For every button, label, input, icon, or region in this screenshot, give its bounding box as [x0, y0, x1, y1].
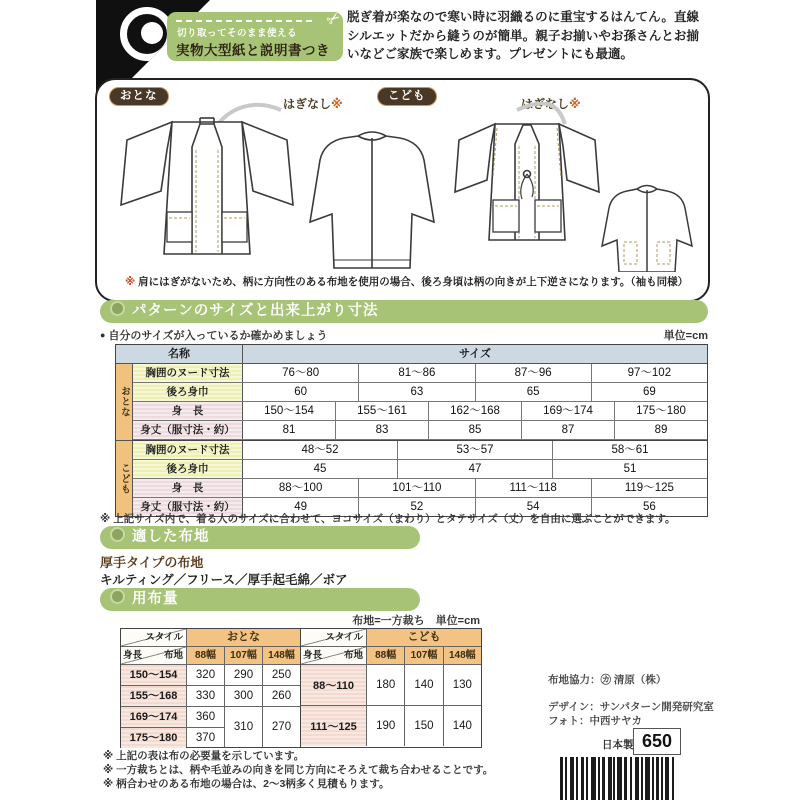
table-row: 後ろ身巾 60 63 65 69 — [133, 383, 707, 402]
size-note: ※ 上記サイズ内で、着る人のサイズに合わせて、ヨコサイズ（まわり）とタテサイズ（丈）を自由に選ぶことができます。 — [100, 513, 676, 525]
section-bullet-icon — [110, 589, 125, 604]
section-bullet-icon — [110, 301, 125, 316]
yardage-adult: スタイル おとな 身長 布地 88幅 107幅 148幅 150〜154 320 290 250 155〜168 330 300 260 169〜174 175〜180 360 370 310 270 — [121, 629, 301, 747]
col-size-header: サイズ — [458, 348, 492, 360]
section-header-fabrics: 適した布地 — [100, 526, 420, 549]
table-row: 身丈（服寸法・約） 81 83 85 87 89 — [133, 421, 707, 440]
badge-main-label: 実物大型紙と説明書つき — [176, 43, 330, 58]
child-front-jacket — [455, 124, 599, 240]
table-row-merged: 88〜110 180 140 130 — [301, 665, 481, 706]
adult-label-pill: おとな — [109, 87, 169, 106]
size-hint: 自分のサイズが入っているか確かめましょう — [108, 330, 328, 342]
haginashi-mark: ※ — [331, 97, 343, 111]
corner-cell: 身長 布地 — [301, 647, 367, 664]
corner-cell: スタイル — [121, 629, 187, 646]
item-number-box: 650 — [633, 728, 681, 755]
illustration-note: ※ 肩にはぎがないため、柄に方向性のある布地を使用の場合、後ろ身頃は柄の向きが上下逆さになります。（袖も同様） — [125, 276, 689, 288]
section-header-yardage: 用布量 — [100, 588, 420, 611]
jacket-drawings — [97, 102, 703, 272]
group-header: こども — [367, 629, 481, 646]
child-band: こども — [116, 441, 133, 517]
intro-text: 脱ぎ着が楽なので寒い時に羽織るのに重宝するはんてん。直線シルエットだから縫うのが簡単。親子お揃いやお孫さんとお揃いなどご家族で楽しめます。プレゼントにも最適。 — [347, 10, 699, 61]
child-back-jacket — [602, 186, 692, 273]
design-credit: デザイン：サンパターン開発研究室 — [548, 701, 714, 713]
group-header: おとな — [187, 629, 300, 646]
corner-cell: スタイル — [301, 629, 367, 646]
size-hint-row — [100, 327, 708, 343]
adult-band: おとな — [116, 364, 133, 441]
table-row-merged: 169〜174 175〜180 360 370 310 270 — [121, 707, 300, 747]
section-bullet-icon — [110, 527, 125, 542]
fabric-subtitle: 厚手タイプの布地 — [100, 555, 204, 570]
section-header-sizes: パターンのサイズと出来上がり寸法 — [100, 300, 708, 323]
corner-hole-icon — [141, 22, 163, 44]
illustration-box — [95, 78, 710, 302]
corner-cell: 身長 布地 — [121, 647, 187, 664]
table-row: 後ろ身巾 45 47 51 — [133, 460, 707, 479]
table-row: 155〜168 330 300 260 — [121, 686, 300, 707]
yardage-unit-note: 布地=一方裁ち 単位=cm — [352, 615, 480, 627]
scissors-icon: ✂ — [323, 8, 344, 31]
yardage-note-2: ※ 一方裁ちとは、柄や毛並みの向きを同じ方向にそろえて裁ち合わせることです。 — [103, 764, 494, 776]
bullet-icon: ● — [100, 330, 106, 340]
badge-top-label: 切り取ってそのまま使える — [177, 28, 298, 39]
cutout-badge — [167, 8, 344, 61]
table-row: 身丈（服寸法・約） 49 52 54 56 — [133, 498, 707, 516]
size-table — [115, 344, 708, 517]
size-unit: 単位=cm — [663, 330, 708, 342]
adult-back-jacket — [310, 132, 434, 268]
size-table-header — [116, 345, 707, 364]
table-row-merged: 111〜125 190 150 140 — [301, 706, 481, 746]
table-row: 胸囲のヌード寸法 76〜80 81〜86 87〜96 97〜102 — [133, 364, 707, 383]
haginashi-mark: ※ — [569, 97, 581, 111]
fabric-list: キルティング／フリース／厚手起毛綿／ボア — [100, 573, 348, 587]
fabric-credit: 布地協力：㋕ 清原（株） — [548, 674, 667, 686]
photo-credit: フォト：中西サヤカ — [548, 715, 642, 727]
yardage-note-3: ※ 柄合わせのある布地の場合は、2〜3柄多く見積もります。 — [103, 778, 390, 790]
table-row: 身 長 150〜154 155〜161 162〜168 169〜174 175〜180 — [133, 402, 707, 421]
haginashi-label-left: はぎなし※ — [283, 97, 343, 111]
table-row: 身 長 88〜100 101〜110 111〜118 119〜125 — [133, 479, 707, 498]
col-name-header: 名称 — [116, 345, 243, 363]
yardage-table — [120, 628, 482, 748]
yardage-note-1: ※ 上記の表は布の必要量を示しています。 — [103, 750, 305, 762]
table-row: 150〜154 320 290 250 — [121, 665, 300, 686]
yardage-child: スタイル こども 身長 布地 88幅 107幅 148幅 88〜110 180 140 130 111〜125 190 150 140 — [301, 629, 481, 747]
made-in-label: 日本製 — [602, 739, 634, 751]
adult-front-jacket — [121, 118, 293, 254]
table-row: 胸囲のヌード寸法 48〜52 53〜57 58〜61 — [133, 440, 707, 460]
child-label-pill: こども — [377, 87, 437, 106]
cut-line — [176, 20, 312, 22]
barcode — [560, 757, 678, 800]
haginashi-label-right: はぎなし※ — [521, 97, 581, 111]
